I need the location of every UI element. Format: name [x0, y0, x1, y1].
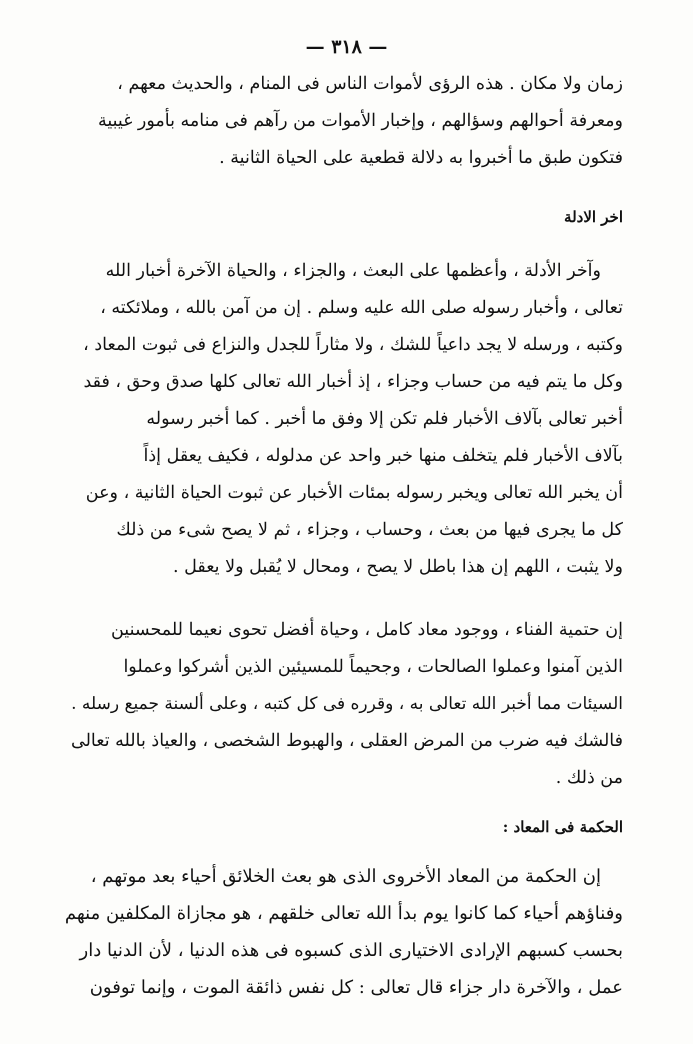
text-line: عمل ، والآخرة دار جزاء قال تعالى : كل نفس ذائقة الموت ، وإنما توفون	[89, 977, 623, 998]
text-line: أن يخبر الله تعالى ويخبر رسوله بمئات الأخبار عن ثبوت الحياة الثانية ، وعن	[85, 483, 623, 503]
text-line: ولا يثبت ، اللهم إن هذا باطل لا يصح ، ومحال لا يُقبل ولا يعقل .	[172, 557, 623, 577]
section-heading-last-evidence: اخر الادلة	[564, 208, 623, 226]
text-line: زمان ولا مكان . هذه الرؤى لأموات الناس فى المنام ، والحديث معهم ،	[117, 74, 623, 94]
text-line: من ذلك .	[555, 768, 623, 788]
text-line: وآخر الأدلة ، وأعظمها على البعث ، والجزاء ، والحياة الآخرة أخبار الله	[105, 261, 601, 281]
text-line: إن الحكمة من المعاد الأخروى الذى هو بعث الخلائق أحياء بعد موتهم ،	[90, 866, 601, 887]
paragraph-3	[65, 612, 623, 797]
text-line: وكتبه ، ورسله لا يجد داعياً للشك ، ولا مثاراً للجدل والنزاع فى ثبوت المعاد ،	[83, 335, 623, 355]
section-heading-wisdom-of-return: الحكمة فى المعاد :	[502, 818, 623, 836]
paragraph-1	[65, 66, 623, 177]
text-line: بآلاف الأخبار فلم يتخلف منها خبر واحد عن مدلوله ، فكيف يعقل إذاً	[143, 446, 623, 466]
page-number: — ٣١٨ —	[305, 36, 388, 58]
text-line: وكل ما يتم فيه من حساب وجزاء ، إذ أخبار الله تعالى كلها صدق وحق ، فقد	[83, 372, 623, 392]
paragraph-2	[65, 253, 623, 586]
text-line: فتكون طبق ما أخبروا به دلالة قطعية على الحياة الثانية .	[219, 148, 623, 168]
text-line: إن حتمية الفناء ، ووجود معاد كامل ، وحياة أفضل تحوى نعيما للمحسنين	[110, 620, 623, 640]
text-line: فالشك فيه ضرب من المرض العقلى ، والهبوط الشخصى ، والعياذ بالله تعالى	[71, 731, 623, 751]
text-line: بحسب كسبهم الإرادى الاختيارى الذى كسبوه فى هذه الدنيا ، لأن الدنيا دار	[79, 940, 623, 961]
text-line: ومعرفة أحوالهم وسؤالهم ، وإخبار الأموات من رآهم فى منامه بأمور غيبية	[97, 111, 623, 131]
text-line: تعالى ، وأخبار رسوله صلى الله عليه وسلم . إن من آمن بالله ، وملائكته ،	[100, 298, 623, 318]
text-line: وفناؤهم أحياء كما كانوا يوم بدأ الله تعالى خلقهم ، هو مجازاة المكلفين منهم	[65, 903, 623, 924]
paragraph-4	[65, 858, 623, 1006]
text-line: السيئات مما أخبر الله تعالى به ، وقرره فى كل كتبه ، وعلى ألسنة جميع رسله .	[71, 694, 623, 714]
text-line: أخبر تعالى بآلاف الأخبار فلم تكن إلا وفق ما أخبر . كما أخبر رسوله	[146, 409, 623, 429]
text-line: الذين آمنوا وعملوا الصالحات ، وجحيماً للمسيئين الذين أشركوا وعملوا	[123, 657, 623, 677]
text-line: كل ما يجرى فيها من بعث ، وحساب ، وجزاء ، ثم لا يصح شىء من ذلك	[116, 520, 623, 540]
